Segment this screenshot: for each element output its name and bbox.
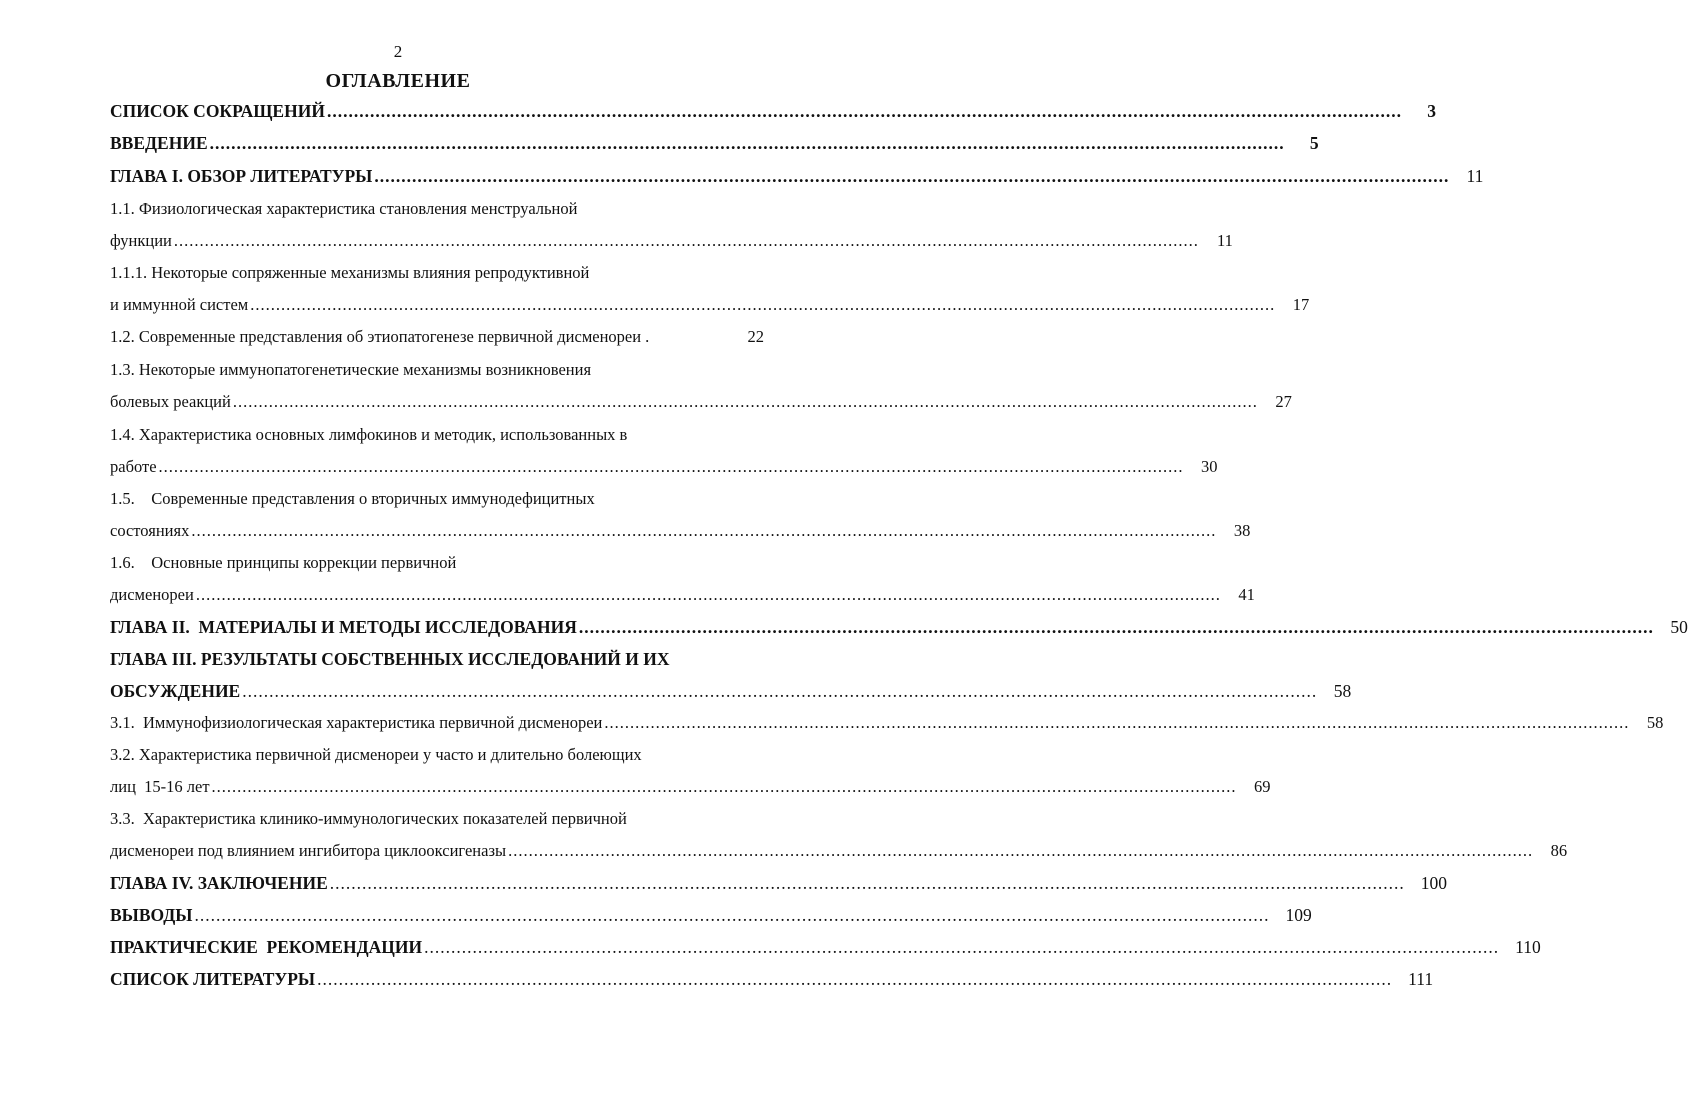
toc-entry-1-6-line1[interactable]	[110, 553, 764, 579]
toc-entry-label: ГЛАВА I. ОБЗОР ЛИТЕРАТУРЫ	[110, 166, 373, 186]
toc-entry-label: ВВЕДЕНИЕ	[110, 133, 208, 153]
toc-entry-chapter-3-line2[interactable]	[110, 681, 1352, 707]
toc-entry-label-continued: функции	[110, 231, 172, 250]
dot-leader: ........................................................................................................................................................................................................	[424, 937, 1500, 957]
dot-leader: ........................................................................................................................................................................................................	[195, 585, 1221, 604]
toc-entry-chapter-4[interactable]	[110, 873, 1448, 899]
toc-entry-chapter-1[interactable]	[110, 166, 1484, 192]
dot-leader: ........................................................................................................................................................................................................	[232, 392, 1258, 411]
toc-entry-label: СПИСОК СОКРАЩЕНИЙ	[110, 101, 325, 121]
toc-entry-recommendations[interactable]	[110, 937, 1541, 963]
toc-entry-1-1-1-line2[interactable]	[110, 295, 1310, 321]
toc-entry-references[interactable]	[110, 969, 1434, 995]
toc-entry-3-2-line2[interactable]	[110, 777, 1271, 803]
toc-entry-1-1-line2[interactable]	[110, 231, 1233, 257]
toc-entry-1-5-line2[interactable]	[110, 521, 1251, 547]
toc-entry-3-2-line1[interactable]	[110, 745, 764, 771]
toc-entry-label: 1.1.1. Некоторые сопряженные механизмы влияния репродуктивной	[110, 263, 590, 282]
toc-entry-1-4-line1[interactable]	[110, 425, 764, 451]
toc-entry-label: 1.4. Характеристика основных лимфокинов и методик, использованных в	[110, 425, 628, 444]
toc-entry-label: 1.3. Некоторые иммунопатогенетические механизмы возникновения	[110, 360, 592, 379]
toc-entry-1-3-line2[interactable]	[110, 392, 1292, 418]
dot-leader: ........................................................................................................................................................................................................	[604, 713, 1630, 732]
toc-entry-1-3-line1[interactable]	[110, 360, 764, 386]
toc-page-number: 109	[1285, 905, 1312, 925]
toc-entry-label: СПИСОК ЛИТЕРАТУРЫ	[110, 969, 316, 989]
page-title: ОГЛАВЛЕНИЕ	[325, 70, 471, 92]
toc-page-number: 58	[1333, 681, 1352, 701]
toc-entry-label: ГЛАВА II. МАТЕРИАЛЫ И МЕТОДЫ ИССЛЕДОВАНИЯ	[110, 617, 577, 637]
dot-leader: ........................................................................................................................................................................................................	[158, 457, 1184, 476]
toc-entry-label-continued: болевых реакций	[110, 392, 231, 411]
toc-entry-label-continued: ОБСУЖДЕНИЕ	[110, 681, 241, 701]
toc-entry-label-continued: лиц 15-16 лет	[110, 777, 210, 796]
dot-leader: ........................................................................................................................................................................................................	[191, 521, 1217, 540]
toc-entry-label: 1.1. Физиологическая характеристика становления менструальной	[110, 199, 578, 218]
page-number: 2	[393, 42, 403, 61]
toc-page-number: 3	[1427, 101, 1436, 121]
toc-entry-label: 1.6. Основные принципы коррекции первичной	[110, 553, 457, 572]
toc-page-number: 86	[1550, 841, 1568, 860]
toc-entry-abbreviations[interactable]	[110, 101, 1436, 127]
dot-leader: ........................................................................................................................................................................................................	[317, 969, 1393, 989]
toc-entry-conclusions[interactable]	[110, 905, 1312, 931]
toc-page-number: 38	[1233, 521, 1251, 540]
toc-entry-chapter-3-line1[interactable]	[110, 649, 764, 675]
toc-entry-label: 3.1. Иммунофизиологическая характеристика первичной дисменореи	[110, 713, 603, 732]
dot-leader: ........................................................................................................................................................................................................	[211, 777, 1237, 796]
toc-entry-3-3-line1[interactable]	[110, 809, 764, 835]
toc-entry-chapter-2[interactable]	[110, 617, 1688, 643]
dot-leader: ........................................................................................................................................................................................................	[508, 841, 1534, 860]
toc-entry-label: 3.2. Характеристика первичной дисменореи у часто и длительно болеющих	[110, 745, 642, 764]
toc-page-number: 50	[1670, 617, 1688, 637]
toc-entry-introduction[interactable]	[110, 133, 1319, 159]
toc-page-number: 22	[747, 327, 764, 346]
toc-entry-label: ГЛАВА III. РЕЗУЛЬТАТЫ СОБСТВЕННЫХ ИССЛЕДОВАНИЙ И ИХ	[110, 649, 670, 669]
toc-entry-1-2[interactable]	[110, 327, 764, 353]
toc-page-number: 30	[1201, 457, 1218, 476]
toc-page-number: 11	[1466, 166, 1484, 186]
toc-page-number: 5	[1309, 133, 1319, 153]
toc-page-number: 11	[1216, 231, 1233, 250]
dot-leader: ........................................................................................................................................................................................................	[374, 166, 1450, 186]
dot-leader: ........................................................................................................................................................................................................	[194, 905, 1270, 925]
dot-leader: ........................................................................................................................................................................................................	[173, 231, 1199, 250]
toc-entry-label: 1.2. Современные представления об этиопатогенезе первичной дисменореи .	[110, 327, 650, 346]
dot-leader: ........................................................................................................................................................................................................	[326, 101, 1402, 121]
dot-leader: ........................................................................................................................................................................................................	[250, 295, 1276, 314]
toc-entry-label-continued: дисменореи под влиянием ингибитора циклооксигеназы	[110, 841, 507, 860]
dot-leader: ........................................................................................................................................................................................................	[242, 681, 1318, 701]
toc-page-number: 58	[1646, 713, 1664, 732]
toc-entry-1-6-line2[interactable]	[110, 585, 1255, 611]
dot-leader: ........................................................................................................................................................................................................	[329, 873, 1405, 893]
toc-entry-label-continued: работе	[110, 457, 157, 476]
toc-entry-label: ВЫВОДЫ	[110, 905, 193, 925]
toc-entry-3-1[interactable]	[110, 713, 1664, 739]
toc-entry-3-3-line2[interactable]	[110, 841, 1568, 867]
toc-entry-label: 1.5. Современные представления о вторичных иммунодефицитных	[110, 489, 595, 508]
toc-entry-label: ПРАКТИЧЕСКИЕ РЕКОМЕНДАЦИИ	[110, 937, 423, 957]
toc-entry-label-continued: дисменореи	[110, 585, 194, 604]
toc-page-number: 27	[1275, 392, 1292, 411]
toc-entry-1-1-line1[interactable]	[110, 199, 764, 225]
dot-leader: ........................................................................................................................................................................................................	[209, 133, 1285, 153]
toc-entry-label-continued: и иммунной систем	[110, 295, 249, 314]
toc-page-number: 41	[1238, 585, 1255, 604]
dot-leader: ........................................................................................................................................................................................................	[578, 617, 1654, 637]
toc-entry-label-continued: состояниях	[110, 521, 190, 540]
toc-entry-1-1-1-line1[interactable]	[110, 263, 764, 289]
toc-page-number: 100	[1420, 873, 1448, 893]
toc-entry-1-5-line1[interactable]	[110, 489, 764, 515]
toc-entry-label: ГЛАВА IV. ЗАКЛЮЧЕНИЕ	[110, 873, 328, 893]
toc-entry-1-4-line2[interactable]	[110, 457, 1218, 483]
toc-entry-label: 3.3. Характеристика клинико-иммунологических показателей первичной	[110, 809, 627, 828]
toc-page-number: 110	[1515, 937, 1541, 957]
toc-page-number: 69	[1254, 777, 1271, 796]
toc-page-number: 111	[1408, 969, 1434, 989]
toc-page-number: 17	[1292, 295, 1310, 314]
